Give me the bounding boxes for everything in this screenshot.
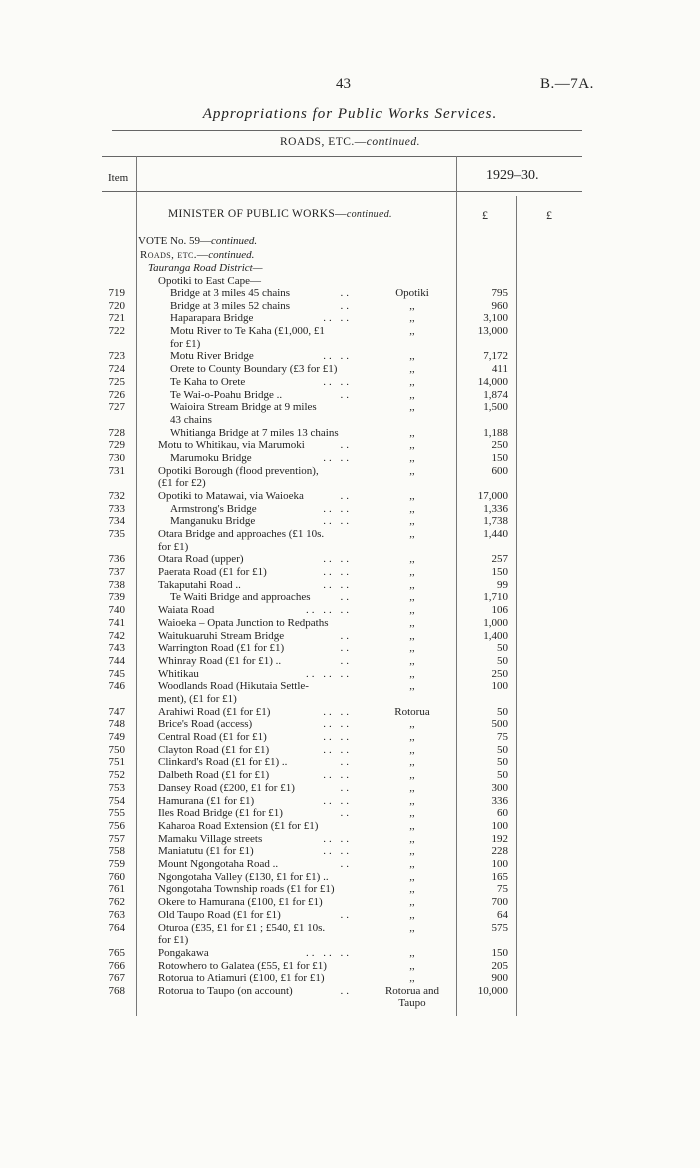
- amount-value: 1,000: [483, 616, 508, 629]
- amount-value: 100: [491, 858, 508, 870]
- amount-value: 50: [497, 642, 508, 655]
- currency-symbol: £: [546, 208, 552, 222]
- item-number: 738: [108, 578, 125, 591]
- district-name: ,,: [409, 959, 415, 972]
- year-column-header: 1929–30.: [486, 168, 539, 183]
- district-heading: Tauranga Road District—: [148, 262, 263, 274]
- item-description: Rotorua to Taupo (on account): [158, 984, 293, 997]
- district-name: ,,: [409, 451, 415, 464]
- item-number: 724: [108, 363, 125, 376]
- item-description: Ngongotaha Valley (£130, £1 for £1) ..: [158, 870, 329, 883]
- leader-dots: .. ..: [323, 794, 352, 807]
- amount-value: 336: [491, 794, 508, 807]
- leader-dots: ..: [340, 654, 352, 667]
- amount-value: 900: [491, 972, 508, 985]
- district-name: ,,: [409, 528, 415, 540]
- item-column-header: Item: [108, 172, 129, 184]
- item-description: Waioira Stream Bridge at 9 miles 43 chains: [170, 401, 317, 426]
- item-number: 766: [108, 959, 125, 972]
- leader-dots: .. ..: [323, 375, 352, 388]
- leader-dots: .. ..: [323, 566, 352, 578]
- item-description: Otara Bridge and approaches (£1 10s. for £1): [158, 528, 325, 553]
- amount-value: 75: [497, 731, 508, 743]
- district-name: ,,: [409, 807, 415, 820]
- item-description: Clayton Road (£1 for £1): [158, 743, 270, 756]
- amount-value: 50: [497, 756, 508, 769]
- item-description: Dansey Road (£200, £1 for £1): [158, 781, 295, 794]
- item-description: Whinray Road (£1 for £1) ..: [158, 654, 282, 667]
- leader-dots: .. ..: [323, 451, 352, 464]
- amount-value: 1,874: [483, 388, 508, 401]
- item-description: Kaharoa Road Extension (£1 for £1): [158, 819, 319, 832]
- amount-value: 50: [497, 705, 508, 718]
- item-number: 737: [108, 566, 125, 578]
- district-name: ,,: [409, 896, 415, 909]
- item-number: 721: [108, 312, 125, 325]
- item-number: 728: [108, 426, 125, 439]
- amount-value: 50: [497, 769, 508, 782]
- district-name: ,,: [409, 553, 415, 566]
- minister-heading: [168, 208, 392, 220]
- document-reference: B.—7A.: [540, 76, 594, 92]
- amount-value: 1,710: [483, 591, 508, 604]
- item-number: 743: [108, 642, 125, 655]
- item-description: Waiata Road: [158, 604, 215, 617]
- leader-dots: .. ..: [323, 312, 352, 325]
- district-name: ,,: [409, 489, 415, 502]
- item-description: Hamurana (£1 for £1): [158, 794, 255, 807]
- amount-value: 1,336: [483, 502, 508, 515]
- item-number: 736: [108, 553, 125, 566]
- item-number: 757: [108, 832, 125, 845]
- vote-italic: continued.: [211, 235, 258, 247]
- leader-dots: ..: [340, 756, 352, 769]
- subgroup-heading: Opotiki to East Cape—: [158, 275, 261, 287]
- item-number: 727: [108, 401, 125, 414]
- district-name: ,,: [409, 845, 415, 858]
- amount-value: 13,000: [477, 325, 508, 338]
- item-description: Motu River Bridge: [170, 350, 254, 363]
- district-name: ,,: [409, 578, 415, 591]
- leader-dots: ..: [340, 489, 352, 502]
- item-number: 756: [108, 819, 125, 832]
- district-name: ,,: [409, 972, 415, 985]
- amount-value: 100: [491, 680, 508, 693]
- amount-value: 250: [491, 439, 508, 452]
- item-number: 763: [108, 908, 125, 921]
- item-description: Rotorua to Atiamuri (£100, £1 for £1): [158, 972, 325, 985]
- item-number: 734: [108, 515, 125, 528]
- leader-dots: ..: [340, 858, 352, 870]
- district-name: ,,: [409, 946, 415, 959]
- item-number: 758: [108, 845, 125, 858]
- leader-dots: .. .. ..: [306, 946, 352, 959]
- item-description: Bridge at 3 miles 45 chains: [170, 287, 291, 299]
- district-name: ,,: [409, 858, 415, 870]
- item-description: Te Waiti Bridge and approaches: [170, 591, 311, 604]
- district-name: ,,: [409, 921, 415, 934]
- item-description: Otara Road (upper): [158, 553, 244, 566]
- item-description: Old Taupo Road (£1 for £1): [158, 908, 281, 921]
- item-description: Te Wai-o-Poahu Bridge ..: [170, 388, 283, 401]
- amount-value: 10,000: [477, 984, 508, 997]
- amount-value: 228: [491, 845, 508, 858]
- leader-dots: .. ..: [323, 718, 352, 731]
- item-number: 731: [108, 464, 125, 477]
- item-number: 754: [108, 794, 125, 807]
- amount-value: 7,172: [483, 350, 508, 363]
- item-description: Brice's Road (access): [158, 718, 253, 731]
- page-title: Appropriations for Public Works Services.: [202, 106, 498, 122]
- district-name: ,,: [409, 908, 415, 921]
- item-description: Whitikau: [158, 667, 199, 680]
- district-name: ,,: [409, 616, 415, 629]
- item-number: 745: [108, 667, 125, 680]
- item-number: 722: [108, 325, 125, 338]
- minister-text: MINISTER OF PUBLIC WORKS—: [168, 208, 347, 220]
- page-number: 43: [336, 76, 351, 92]
- leader-dots: .. ..: [323, 578, 352, 591]
- item-description: Warrington Road (£1 for £1): [158, 642, 285, 655]
- leader-dots: .. .. ..: [306, 667, 352, 680]
- item-number: 765: [108, 946, 125, 959]
- item-description: Te Kaha to Orete: [170, 375, 246, 388]
- item-number: 750: [108, 743, 125, 756]
- amount-value: 165: [491, 870, 508, 883]
- amount-value: 411: [491, 363, 508, 376]
- vote-heading: [138, 235, 257, 247]
- item-description: Bridge at 3 miles 52 chains: [170, 299, 291, 312]
- district-name: ,,: [409, 819, 415, 832]
- item-number: 744: [108, 654, 125, 667]
- amount-value: 1,500: [483, 401, 508, 414]
- district-name: ,,: [409, 629, 415, 642]
- amount-value: 100: [491, 819, 508, 832]
- leader-dots: ..: [340, 629, 352, 642]
- district-name: ,,: [409, 654, 415, 667]
- item-description: Marumoku Bridge: [170, 451, 252, 464]
- district-name: ,,: [409, 312, 415, 325]
- item-number: 733: [108, 502, 125, 515]
- amount-value: 3,100: [483, 312, 508, 325]
- item-number: 749: [108, 731, 125, 743]
- district-name: ,,: [409, 591, 415, 604]
- item-description: Opotiki to Matawai, via Waioeka: [158, 489, 304, 502]
- item-description: Arahiwi Road (£1 for £1): [158, 705, 271, 718]
- item-description: Paerata Road (£1 for £1): [158, 566, 267, 578]
- item-number: 748: [108, 718, 125, 731]
- leader-dots: .. ..: [323, 845, 352, 858]
- table-header-rule: [102, 191, 582, 192]
- item-number: 751: [108, 756, 125, 769]
- amount-value: 300: [491, 781, 508, 794]
- leader-dots: ..: [340, 984, 352, 997]
- leader-dots: ..: [340, 642, 352, 655]
- item-description: Mamaku Village streets: [158, 832, 263, 845]
- amount-value: 14,000: [477, 375, 508, 388]
- item-description: Mount Ngongotaha Road ..: [158, 858, 279, 870]
- leader-dots: .. ..: [323, 515, 352, 528]
- leader-dots: .. .. ..: [306, 604, 352, 617]
- subtitle-text: ROADS, ETC.—: [279, 136, 367, 148]
- leader-dots: .. ..: [323, 705, 352, 718]
- amount-value: 1,738: [483, 515, 508, 528]
- leader-dots: ..: [340, 591, 352, 604]
- amount-value: 60: [497, 807, 508, 820]
- item-number: 730: [108, 451, 125, 464]
- item-description: Oturoa (£35, £1 for £1 ; £540, £1 10s. for £1): [158, 921, 326, 946]
- district-name: ,,: [409, 566, 415, 578]
- item-number: 746: [108, 680, 125, 693]
- amount-value: 75: [497, 883, 508, 896]
- district-name: ,,: [409, 401, 415, 414]
- item-description: Rotowhero to Galatea (£55, £1 for £1): [158, 959, 327, 972]
- amount-value: 600: [491, 464, 508, 477]
- leader-dots: ..: [340, 908, 352, 921]
- district-name: ,,: [409, 667, 415, 680]
- item-number: 764: [108, 921, 125, 934]
- district-name: ,,: [409, 426, 415, 439]
- item-description: Ngongotaha Township roads (£1 for £1): [158, 883, 335, 896]
- item-description: Dalbeth Road (£1 for £1): [158, 769, 270, 782]
- item-number: 742: [108, 629, 125, 642]
- amount-value: 960: [491, 299, 508, 312]
- district-name: Rotorua: [394, 705, 430, 718]
- item-number: 740: [108, 604, 125, 617]
- item-description: Opotiki Borough (flood prevention), (£1 for £2): [158, 464, 319, 490]
- district-name: ,,: [409, 743, 415, 756]
- item-number: 755: [108, 807, 125, 820]
- leader-dots: ..: [340, 299, 352, 312]
- item-number: 747: [108, 705, 125, 718]
- item-description: Waitukuaruhi Stream Bridge: [158, 629, 285, 642]
- amount-value: 50: [497, 654, 508, 667]
- leader-dots: .. ..: [323, 769, 352, 782]
- leader-dots: ..: [340, 781, 352, 794]
- item-description: Okere to Hamurana (£100, £1 for £1): [158, 896, 323, 909]
- subtitle-italic: continued.: [366, 136, 421, 148]
- amount-value: 205: [491, 959, 508, 972]
- item-column-rule: [136, 156, 137, 1016]
- item-description: Whitianga Bridge at 7 miles 13 chains: [170, 426, 339, 439]
- leader-dots: ..: [340, 807, 352, 820]
- item-number: 729: [108, 439, 125, 452]
- amount-value: 1,440: [483, 528, 508, 540]
- item-number: 719: [108, 287, 125, 299]
- amount-value: 1,400: [483, 629, 508, 642]
- item-number: 723: [108, 350, 125, 363]
- roads-italic: continued.: [208, 249, 255, 261]
- district-name: ,,: [409, 350, 415, 363]
- item-description: Pongakawa: [158, 946, 209, 959]
- leader-dots: .. ..: [323, 502, 352, 515]
- item-description: Armstrong's Bridge: [170, 502, 257, 515]
- leader-dots: .. ..: [323, 553, 352, 566]
- amount-value: 150: [491, 946, 508, 959]
- amount-value: 700: [491, 896, 508, 909]
- year-column-rule: [456, 156, 457, 1016]
- district-name: ,,: [409, 388, 415, 401]
- amount-value: 106: [491, 604, 508, 617]
- amount-value: 150: [491, 451, 508, 464]
- amount-value: 500: [491, 718, 508, 731]
- item-description: Iles Road Bridge (£1 for £1): [158, 807, 283, 820]
- item-number: 760: [108, 870, 125, 883]
- district-name: ,,: [409, 325, 415, 338]
- vote-text: VOTE No. 59—: [138, 235, 212, 247]
- district-name: ,,: [409, 718, 415, 731]
- item-description: Motu River to Te Kaha (£1,000, £1 for £1): [170, 325, 325, 350]
- item-number: 741: [108, 616, 125, 629]
- item-number: 761: [108, 883, 125, 896]
- item-description: Waioeka – Opata Junction to Redpaths: [158, 616, 329, 629]
- district-name: ,,: [409, 870, 415, 883]
- item-number: 725: [108, 375, 125, 388]
- currency-symbol: £: [482, 208, 488, 222]
- district-name: ,,: [409, 756, 415, 769]
- amount-value: 257: [491, 553, 508, 566]
- item-description: Woodlands Road (Hikutaia Settle- ment), (£1 for £1): [158, 680, 309, 705]
- item-description: Maniatutu (£1 for £1): [158, 845, 254, 858]
- item-number: 752: [108, 769, 125, 782]
- item-description: Clinkard's Road (£1 for £1) ..: [158, 756, 288, 769]
- district-name: ,,: [409, 680, 415, 693]
- item-number: 735: [108, 528, 125, 540]
- item-number: 759: [108, 858, 125, 870]
- amount-column-rule: [516, 196, 517, 1016]
- district-name: ,,: [409, 363, 415, 376]
- item-number: 762: [108, 896, 125, 909]
- district-name: Opotiki: [395, 287, 429, 299]
- amount-value: 150: [491, 566, 508, 578]
- amount-value: 50: [497, 743, 508, 756]
- leader-dots: .. ..: [323, 350, 352, 363]
- amount-value: 1,188: [483, 426, 508, 439]
- section-subtitle: [0, 136, 700, 148]
- roads-text: Roads, etc.—: [140, 249, 209, 261]
- district-name: ,,: [409, 502, 415, 515]
- item-description: Motu to Whitikau, via Marumoki: [158, 439, 305, 452]
- item-description: Manganuku Bridge: [170, 515, 256, 528]
- item-number: 726: [108, 388, 125, 401]
- district-name: ,,: [409, 883, 415, 896]
- item-description: Takaputahi Road ..: [158, 578, 241, 591]
- leader-dots: ..: [340, 287, 352, 299]
- amount-value: 795: [491, 287, 508, 299]
- district-name: ,,: [409, 642, 415, 655]
- district-name: ,,: [409, 731, 415, 743]
- district-name: ,,: [409, 832, 415, 845]
- amount-value: 192: [491, 832, 508, 845]
- item-number: 768: [108, 984, 125, 997]
- item-description: Central Road (£1 for £1): [158, 731, 267, 743]
- district-name: ,,: [409, 604, 415, 617]
- leader-dots: .. ..: [323, 743, 352, 756]
- amount-value: 575: [491, 921, 508, 934]
- amount-value: 99: [497, 578, 508, 591]
- district-name: ,,: [409, 794, 415, 807]
- leader-dots: .. ..: [323, 731, 352, 743]
- divider-line: [112, 130, 582, 131]
- district-name: ,,: [409, 769, 415, 782]
- item-number: 732: [108, 489, 125, 502]
- item-number: 739: [108, 591, 125, 604]
- roads-heading: [140, 249, 254, 261]
- district-name: ,,: [409, 464, 415, 477]
- leader-dots: ..: [340, 388, 352, 401]
- district-name: ,,: [409, 515, 415, 528]
- amount-value: 17,000: [477, 489, 508, 502]
- amount-value: 64: [497, 908, 508, 921]
- leader-dots: ..: [340, 439, 352, 452]
- district-name: ,,: [409, 781, 415, 794]
- item-number: 720: [108, 299, 125, 312]
- amount-value: 250: [491, 667, 508, 680]
- item-number: 753: [108, 781, 125, 794]
- item-description: Orete to County Boundary (£3 for £1): [170, 363, 338, 376]
- item-number: 767: [108, 972, 125, 985]
- district-name: Rotorua and Taupo: [384, 984, 440, 1010]
- minister-italic: continued.: [346, 209, 392, 220]
- district-name: ,,: [409, 375, 415, 388]
- district-name: ,,: [409, 439, 415, 452]
- table-top-rule: [102, 156, 582, 157]
- district-name: ,,: [409, 299, 415, 312]
- leader-dots: .. ..: [323, 832, 352, 845]
- item-description: Haparapara Bridge: [170, 312, 254, 325]
